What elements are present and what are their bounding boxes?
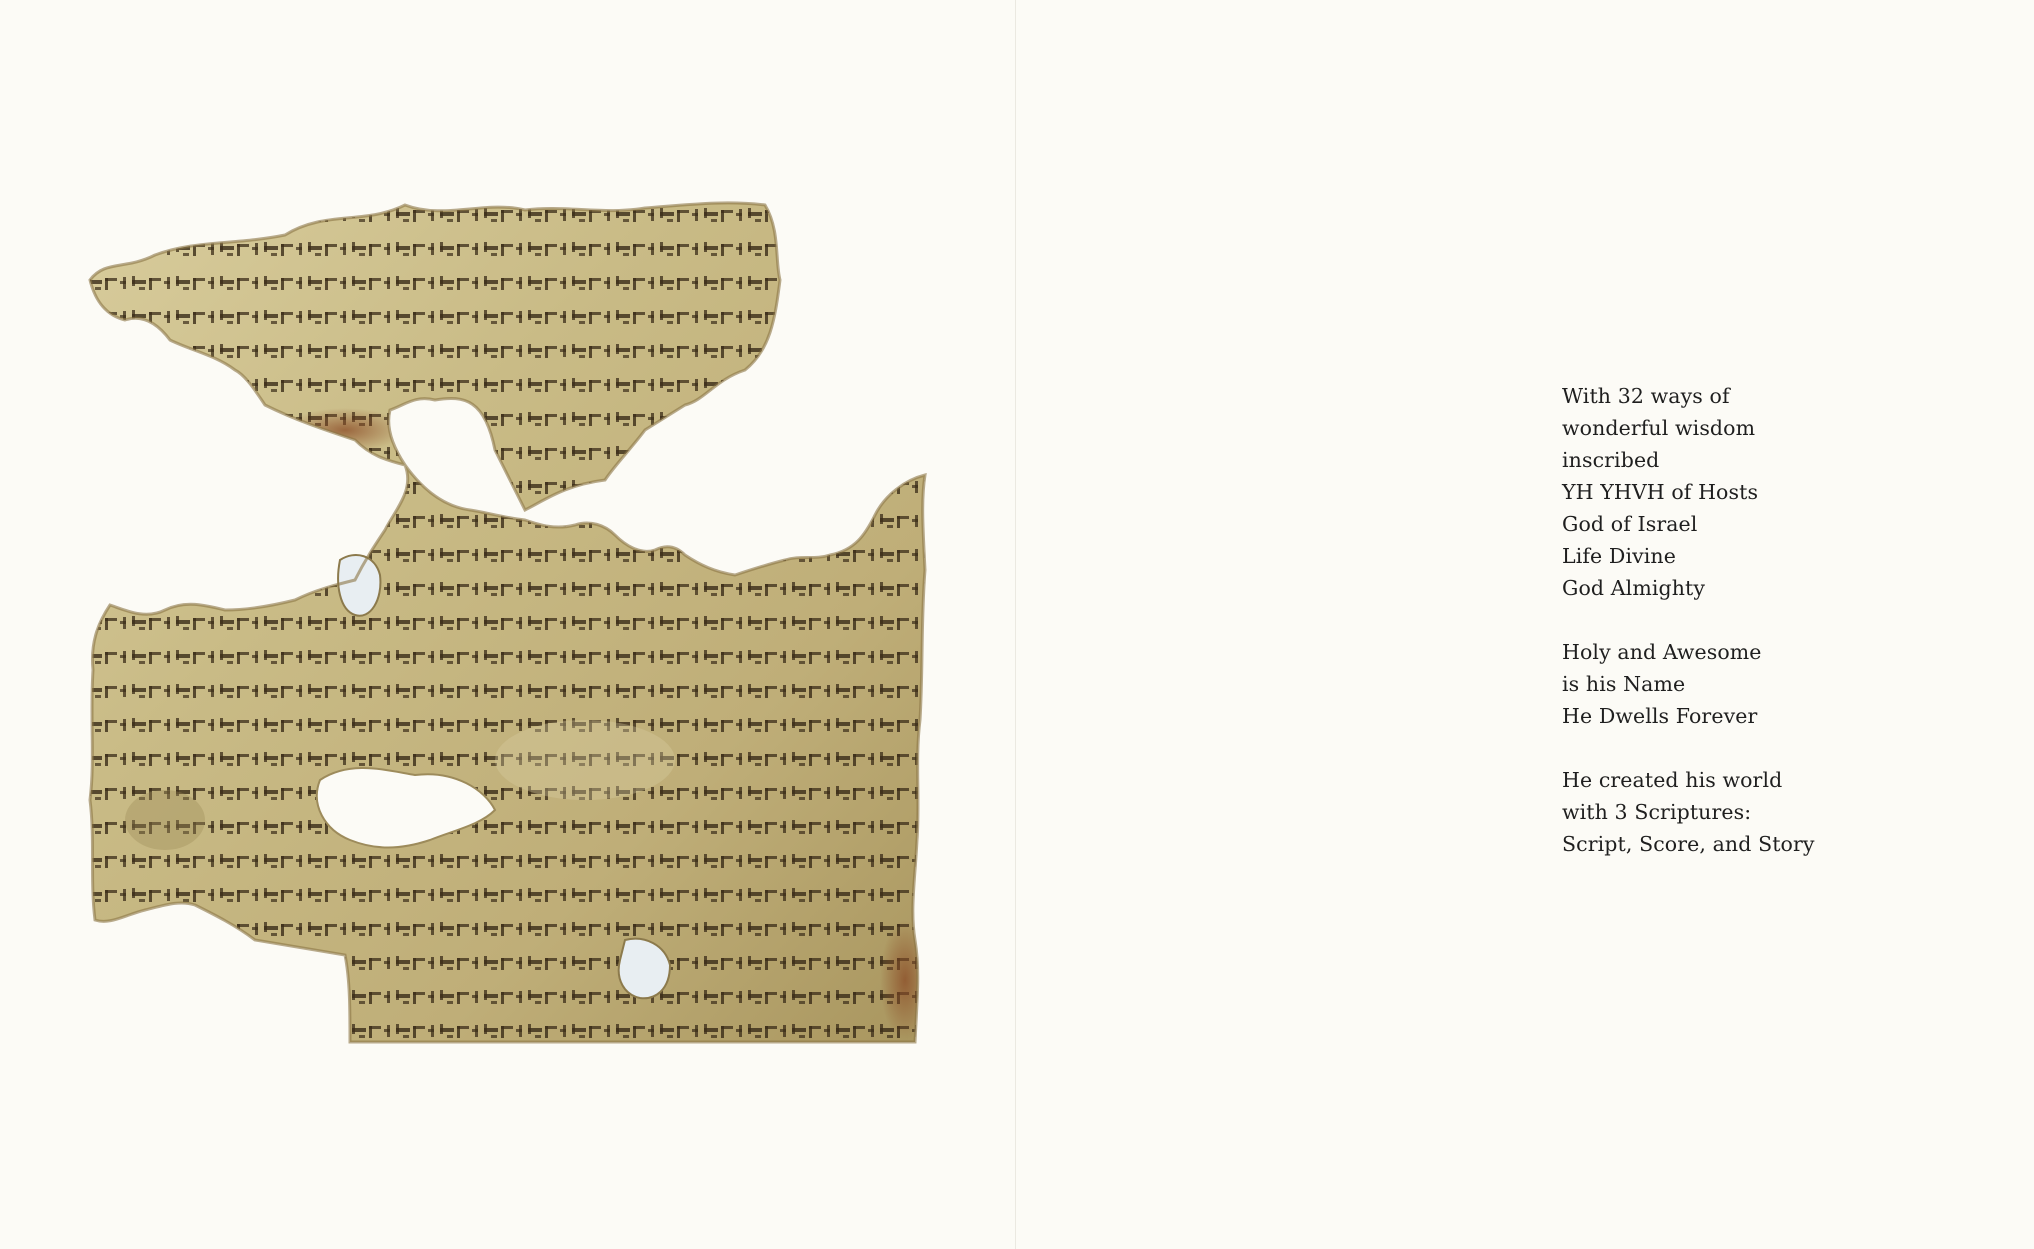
manuscript-fragment-svg bbox=[85, 200, 930, 1050]
left-page bbox=[0, 0, 1015, 1249]
poem-line: With 32 ways of bbox=[1562, 384, 1730, 408]
poem-text bbox=[1562, 380, 1815, 860]
poem-stanza-1 bbox=[1562, 380, 1815, 604]
poem-line: is his Name bbox=[1562, 672, 1686, 696]
poem-line: He created his world bbox=[1562, 768, 1783, 792]
poem-line: Script, Score, and Story bbox=[1562, 832, 1815, 856]
manuscript-fragment-image bbox=[85, 200, 930, 1050]
poem-line: God of Israel bbox=[1562, 512, 1698, 536]
poem-stanza-3 bbox=[1562, 764, 1815, 860]
right-page bbox=[1016, 0, 2034, 1249]
poem-line: Holy and Awesome bbox=[1562, 640, 1762, 664]
poem-line: with 3 Scriptures: bbox=[1562, 800, 1752, 824]
poem-stanza-2 bbox=[1562, 636, 1815, 732]
poem-line: He Dwells Forever bbox=[1562, 704, 1758, 728]
poem-line: YH YHVH of Hosts bbox=[1562, 480, 1759, 504]
poem-line: wonderful wisdom bbox=[1562, 416, 1756, 440]
poem-line: God Almighty bbox=[1562, 576, 1706, 600]
poem-line: Life Divine bbox=[1562, 544, 1676, 568]
poem-line: inscribed bbox=[1562, 448, 1660, 472]
